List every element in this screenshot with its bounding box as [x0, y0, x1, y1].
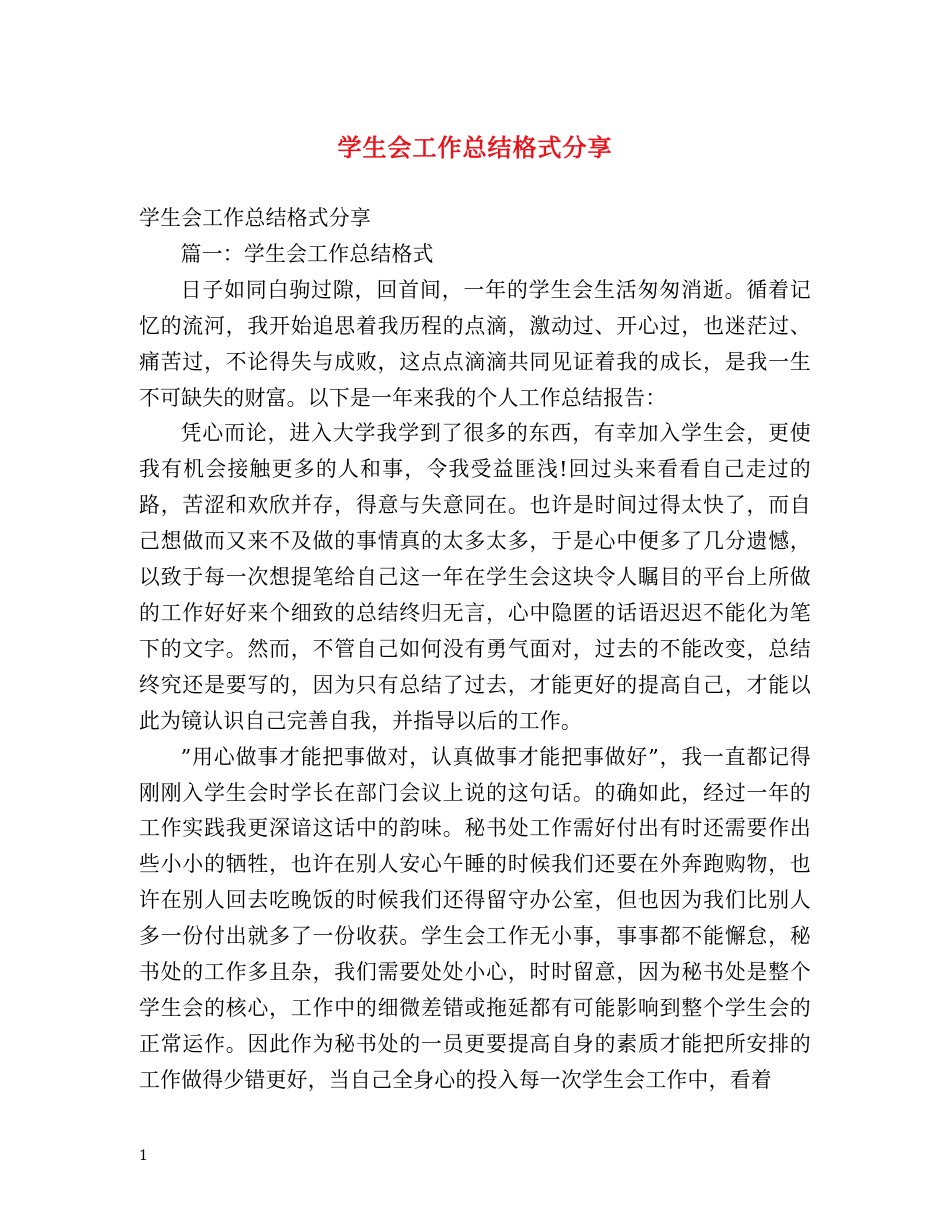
intro-line: 学生会工作总结格式分享 [139, 206, 372, 230]
document-title: 学生会工作总结格式分享 [337, 133, 613, 162]
paragraph-3: ”用心做事才能把事做对，认真做事才能把事做好”，我一直都记得刚刚入学生会时学长在部门会议上说的这句话。的确如此，经过一年的工作实践我更深谙这话中的韵味。秘书处工作需好付出有时还需要作出些小小的牺牲，也许在别人安心午睡的时候我们还要在外奔跑购物，也许在别人回去吃晚饭的时候我们还得留守办公室，但也因为我们比别人多一份付出就多了一份收获。学生会工作无小事，事事都不能懈怠，秘书处的工作多且杂，我们需要处处小心，时时留意，因为秘书处是整个学生会的核心，工作中的细微差错或拖延都有可能影响到整个学生会的正常运作。因此作为秘书处的一员更要提高自身的素质才能把所安排的工作做得少错更好，当自己全身心的投入每一次学生会工作中，看着 [139, 744, 811, 1092]
section-heading: 篇一：学生会工作总结格式 [180, 241, 434, 266]
paragraph-2: 凭心而论，进入大学我学到了很多的东西，有幸加入学生会，更使我有机会接触更多的人和事，令我受益匪浅!回过头来看看自己走过的路，苦涩和欢欣并存，得意与失意同在。也许是时间过得太快了，而自己想做而又来不及做的事情真的太多太多，于是心中便多了几分遗憾，以致于每一次想提笔给自己这一年在学生会这块令人瞩目的平台上所做的工作好好来个细致的总结终归无言，心中隐匿的话语迟迟不能化为笔下的文字。然而，不管自己如何没有勇气面对，过去的不能改变，总结终究还是要写的，因为只有总结了过去，才能更好的提高自己，才能以此为镜认识自己完善自我，并指导以后的工作。 [139, 421, 811, 733]
document-body [139, 201, 811, 1099]
paragraph-1: 日子如同白驹过隙，回首间，一年的学生会生活匆匆消逝。循着记忆的流河，我开始追思着我历程的点滴，激动过、开心过，也迷茫过、痛苦过，不论得失与成败，这点点滴滴共同见证着我的成长，是我一生不可缺失的财富。以下是一年来我的个人工作总结报告： [139, 277, 811, 410]
page-number: 1 [139, 1148, 148, 1164]
